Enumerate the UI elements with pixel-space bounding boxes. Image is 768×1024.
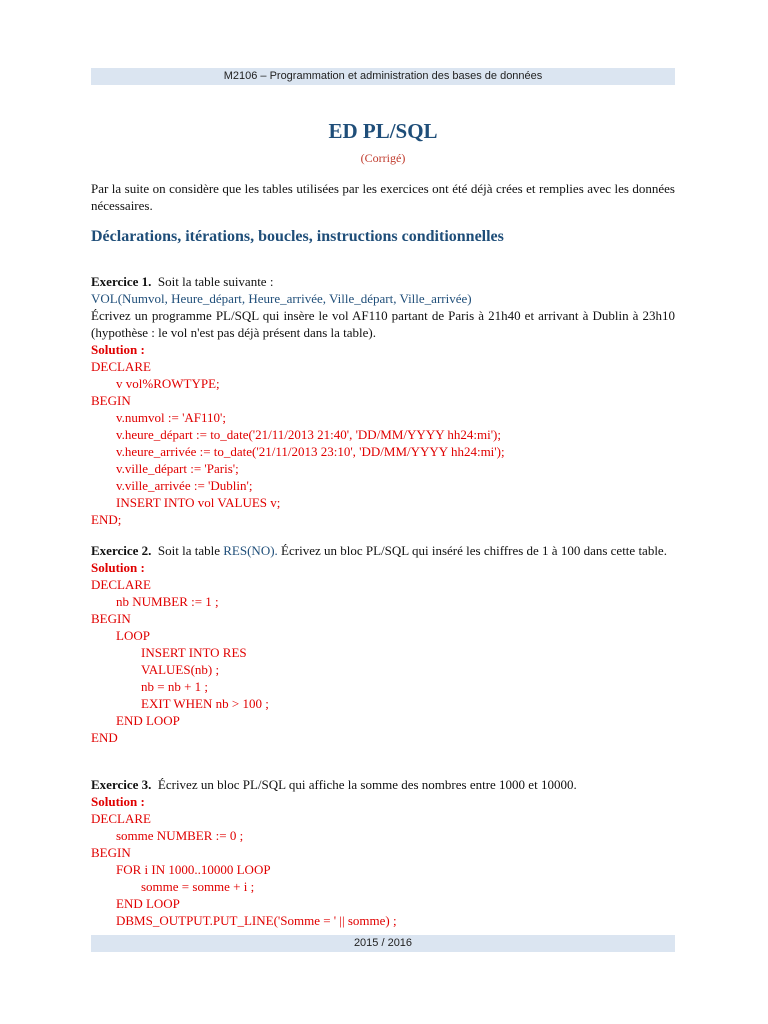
footer-band [91,935,675,952]
code-line: INSERT INTO RES [141,645,247,660]
footer-year: 2015 / 2016 [353,937,413,949]
code-line: BEGIN [91,611,131,626]
exercise-3-solution-label: Solution : [91,794,145,809]
code-line: END LOOP [116,713,180,728]
exercise-1-text: Écrivez un programme PL/SQL qui insère le vol AF110 partant de Paris à 21h40 et arrivant à Dublin à 23h10 (hypothèse : le vol n'est pas déjà présent dans la table). [91,308,675,340]
code-line: END LOOP [116,896,180,911]
exercise-1-schema: VOL(Numvol, Heure_départ, Heure_arrivée, Ville_départ, Ville_arrivée) [91,291,472,306]
code-line: v.heure_départ := to_date('21/11/2013 21:40', 'DD/MM/YYYY hh24:mi'); [116,427,501,442]
code-line: LOOP [116,628,150,643]
code-line: v.heure_arrivée := to_date('21/11/2013 23:10', 'DD/MM/YYYY hh24:mi'); [116,444,505,459]
code-line: VALUES(nb) ; [141,662,220,677]
code-line: somme = somme + i ; [141,879,255,894]
code-line: v.ville_arrivée := 'Dublin'; [116,478,253,493]
exercise-3 [91,776,675,929]
code-line: v.numvol := 'AF110'; [116,410,227,425]
section-title: Déclarations, itérations, boucles, instructions conditionnelles [91,228,504,245]
header-band [91,68,675,85]
code-line: v vol%ROWTYPE; [116,376,220,391]
exercise-2-code [91,576,675,746]
code-line: v.ville_départ := 'Paris'; [116,461,239,476]
exercise-1-lead: Soit la table suivante : [157,274,274,289]
code-line: somme NUMBER := 0 ; [116,828,244,843]
code-line: nb = nb + 1 ; [141,679,209,694]
code-line: EXIT WHEN nb > 100 ; [141,696,269,711]
exercise-2-table: RES(NO). [223,543,278,558]
code-line: INSERT INTO vol VALUES v; [116,495,281,510]
exercise-2-lead: Soit la table [157,543,221,558]
page-title: ED PL/SQL [328,119,438,143]
exercise-3-label: Exercice 3. [91,777,152,792]
code-line: DBMS_OUTPUT.PUT_LINE('Somme = ' || somme) ; [116,913,397,928]
exercise-2-label: Exercice 2. [91,543,152,558]
exercise-2-solution-label: Solution : [91,560,145,575]
page-subtitle: (Corrigé) [360,151,406,165]
document-body [91,118,675,929]
code-line: BEGIN [91,393,131,408]
exercise-1 [91,273,675,528]
code-line: FOR i IN 1000..10000 LOOP [116,862,271,877]
code-line: DECLARE [91,811,151,826]
exercise-1-solution-label: Solution : [91,342,145,357]
code-line: END [91,730,118,745]
intro-paragraph: Par la suite on considère que les tables utilisées par les exercices ont été déjà crées et remplies avec les données nécessaires. [91,181,675,213]
code-line: nb NUMBER := 1 ; [116,594,219,609]
exercise-3-text: Écrivez un bloc PL/SQL qui affiche la somme des nombres entre 1000 et 10000. [157,777,577,792]
code-line: END; [91,512,122,527]
course-title: M2106 – Programmation et administration des bases de données [223,70,543,82]
exercise-3-code [91,810,675,929]
exercise-1-label: Exercice 1. [91,274,152,289]
exercise-2-text: Écrivez un bloc PL/SQL qui inséré les chiffres de 1 à 100 dans cette table. [281,543,667,558]
code-line: BEGIN [91,845,131,860]
code-line: DECLARE [91,577,151,592]
exercise-2 [91,542,675,746]
exercise-1-code [91,358,675,528]
code-line: DECLARE [91,359,151,374]
